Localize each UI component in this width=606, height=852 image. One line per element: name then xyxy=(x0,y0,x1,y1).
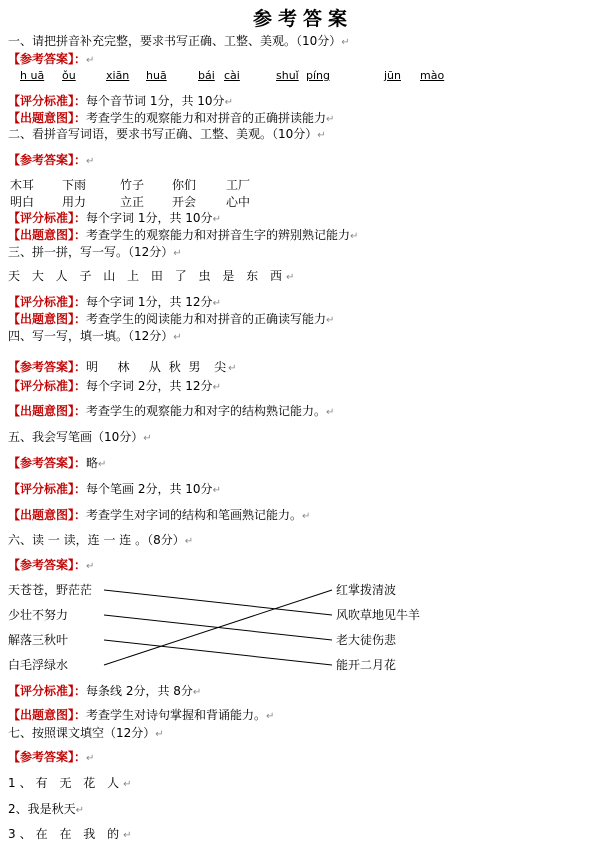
page-title: 参考答案 xyxy=(252,8,353,30)
section-1-standard: 【评分标准】：每个音节词 1分，共 10分↵ xyxy=(8,94,233,108)
word-item: 用力 xyxy=(62,195,87,209)
matching-left-item: 白毛浮绿水 xyxy=(8,658,69,672)
pinyin-item: shuǐ xyxy=(276,69,299,82)
section-6-intent: 【出题意图】：考查学生对诗句掌握和背诵能力。↵ xyxy=(8,708,275,722)
word-item: 开会 xyxy=(172,195,197,209)
pinyin-item: cài xyxy=(224,69,240,82)
matching-left-item: 解落三秋叶 xyxy=(8,633,69,647)
section-5-heading: 五、我会写笔画（10分）↵ xyxy=(8,430,152,444)
match-line xyxy=(104,590,332,665)
section-4-intent: 【出题意图】：考查学生的观察能力和对字的结构熟记能力。↵ xyxy=(8,404,335,418)
section-3-standard: 【评分标准】：每个字词 1分，共 12分↵ xyxy=(8,295,221,309)
section-2-heading: 二、看拼音写词语，要求书写正确、工整、美观。（10分）↵ xyxy=(8,127,326,141)
section-2-standard: 【评分标准】：每个字词 1分，共 10分↵ xyxy=(8,211,221,225)
word-item: 你们 xyxy=(172,178,197,192)
word-item: 工厂 xyxy=(226,178,251,192)
section-3-heading: 三、拼一拼，写一写。（12分）↵ xyxy=(8,245,182,259)
section-7-answer-label: 【参考答案】：↵ xyxy=(8,750,95,764)
matching-right-item: 能开二月花 xyxy=(336,658,397,672)
word-item: 竹子 xyxy=(120,178,145,192)
matching-right-item: 老大徒伤悲 xyxy=(336,633,397,647)
matching-left-item: 少壮不努力 xyxy=(8,608,69,622)
section-2-intent: 【出题意图】：考查学生的观察能力和对拼音生字的辨别熟记能力↵ xyxy=(8,228,359,242)
pinyin-item: xiān xyxy=(106,69,130,82)
word-item: 木耳 xyxy=(10,178,35,192)
word-item: 心中 xyxy=(226,195,251,209)
pinyin-item: jūn xyxy=(384,69,401,82)
section-7-item: 1、有 无 花 人↵ xyxy=(8,776,136,790)
pinyin-item: ǒu xyxy=(62,69,76,82)
word-item: 明白 xyxy=(10,195,35,209)
pinyin-item: píng xyxy=(306,69,330,82)
section-5-answer: 【参考答案】：略↵ xyxy=(8,456,107,470)
section-5-standard: 【评分标准】：每个笔画 2分，共 10分↵ xyxy=(8,482,221,496)
matching-right-item: 红掌拨清波 xyxy=(336,583,397,597)
word-item: 下雨 xyxy=(62,178,87,192)
section-1-answer-label: 【参考答案】：↵ xyxy=(8,52,95,66)
section-7-item: 2、我是秋天↵ xyxy=(8,802,85,816)
section-6-heading: 六、读 一 读，连 一 连 。（8分）↵ xyxy=(8,533,194,547)
section-6-standard: 【评分标准】：每条线 2分，共 8分↵ xyxy=(8,684,202,698)
pinyin-item: mào xyxy=(420,69,445,82)
match-line xyxy=(104,590,332,615)
section-2-answer-label: 【参考答案】：↵ xyxy=(8,153,95,167)
section-4-heading: 四、写一写，填一填。（12分）↵ xyxy=(8,329,182,343)
section-7-heading: 七、按照课文填空（12分）↵ xyxy=(8,726,164,740)
pinyin-item: h uā xyxy=(20,69,45,82)
pinyin-item: huā xyxy=(146,69,167,82)
matching-right-item: 风吹草地见牛羊 xyxy=(336,608,421,622)
section-7-item: 3、在 在 我 的↵ xyxy=(8,827,136,841)
word-item: 立正 xyxy=(120,195,145,209)
section-1-intent: 【出题意图】：考查学生的观察能力和对拼音的正确拼读能力↵ xyxy=(8,111,335,125)
section-3-answer: 天 大 人 子 山 上 田 了 虫 是 东 西↵ xyxy=(8,269,299,283)
section-6-answer-label: 【参考答案】：↵ xyxy=(8,558,95,572)
section-4-answer: 【参考答案】：明 林 从 秋 男 尖↵ xyxy=(8,360,237,374)
matching-left-item: 天苍苍，野茫茫 xyxy=(8,583,93,597)
pinyin-item: bái xyxy=(198,69,215,82)
section-3-intent: 【出题意图】：考查学生的阅读能力和对拼音的正确读写能力↵ xyxy=(8,312,335,326)
match-line xyxy=(104,640,332,665)
section-5-intent: 【出题意图】：考查学生对字词的结构和笔画熟记能力。↵ xyxy=(8,508,311,522)
section-1-heading: 一、请把拼音补充完整，要求书写正确、工整、美观。（10分）↵ xyxy=(8,34,350,48)
section-4-standard: 【评分标准】：每个字词 2分，共 12分↵ xyxy=(8,379,221,393)
